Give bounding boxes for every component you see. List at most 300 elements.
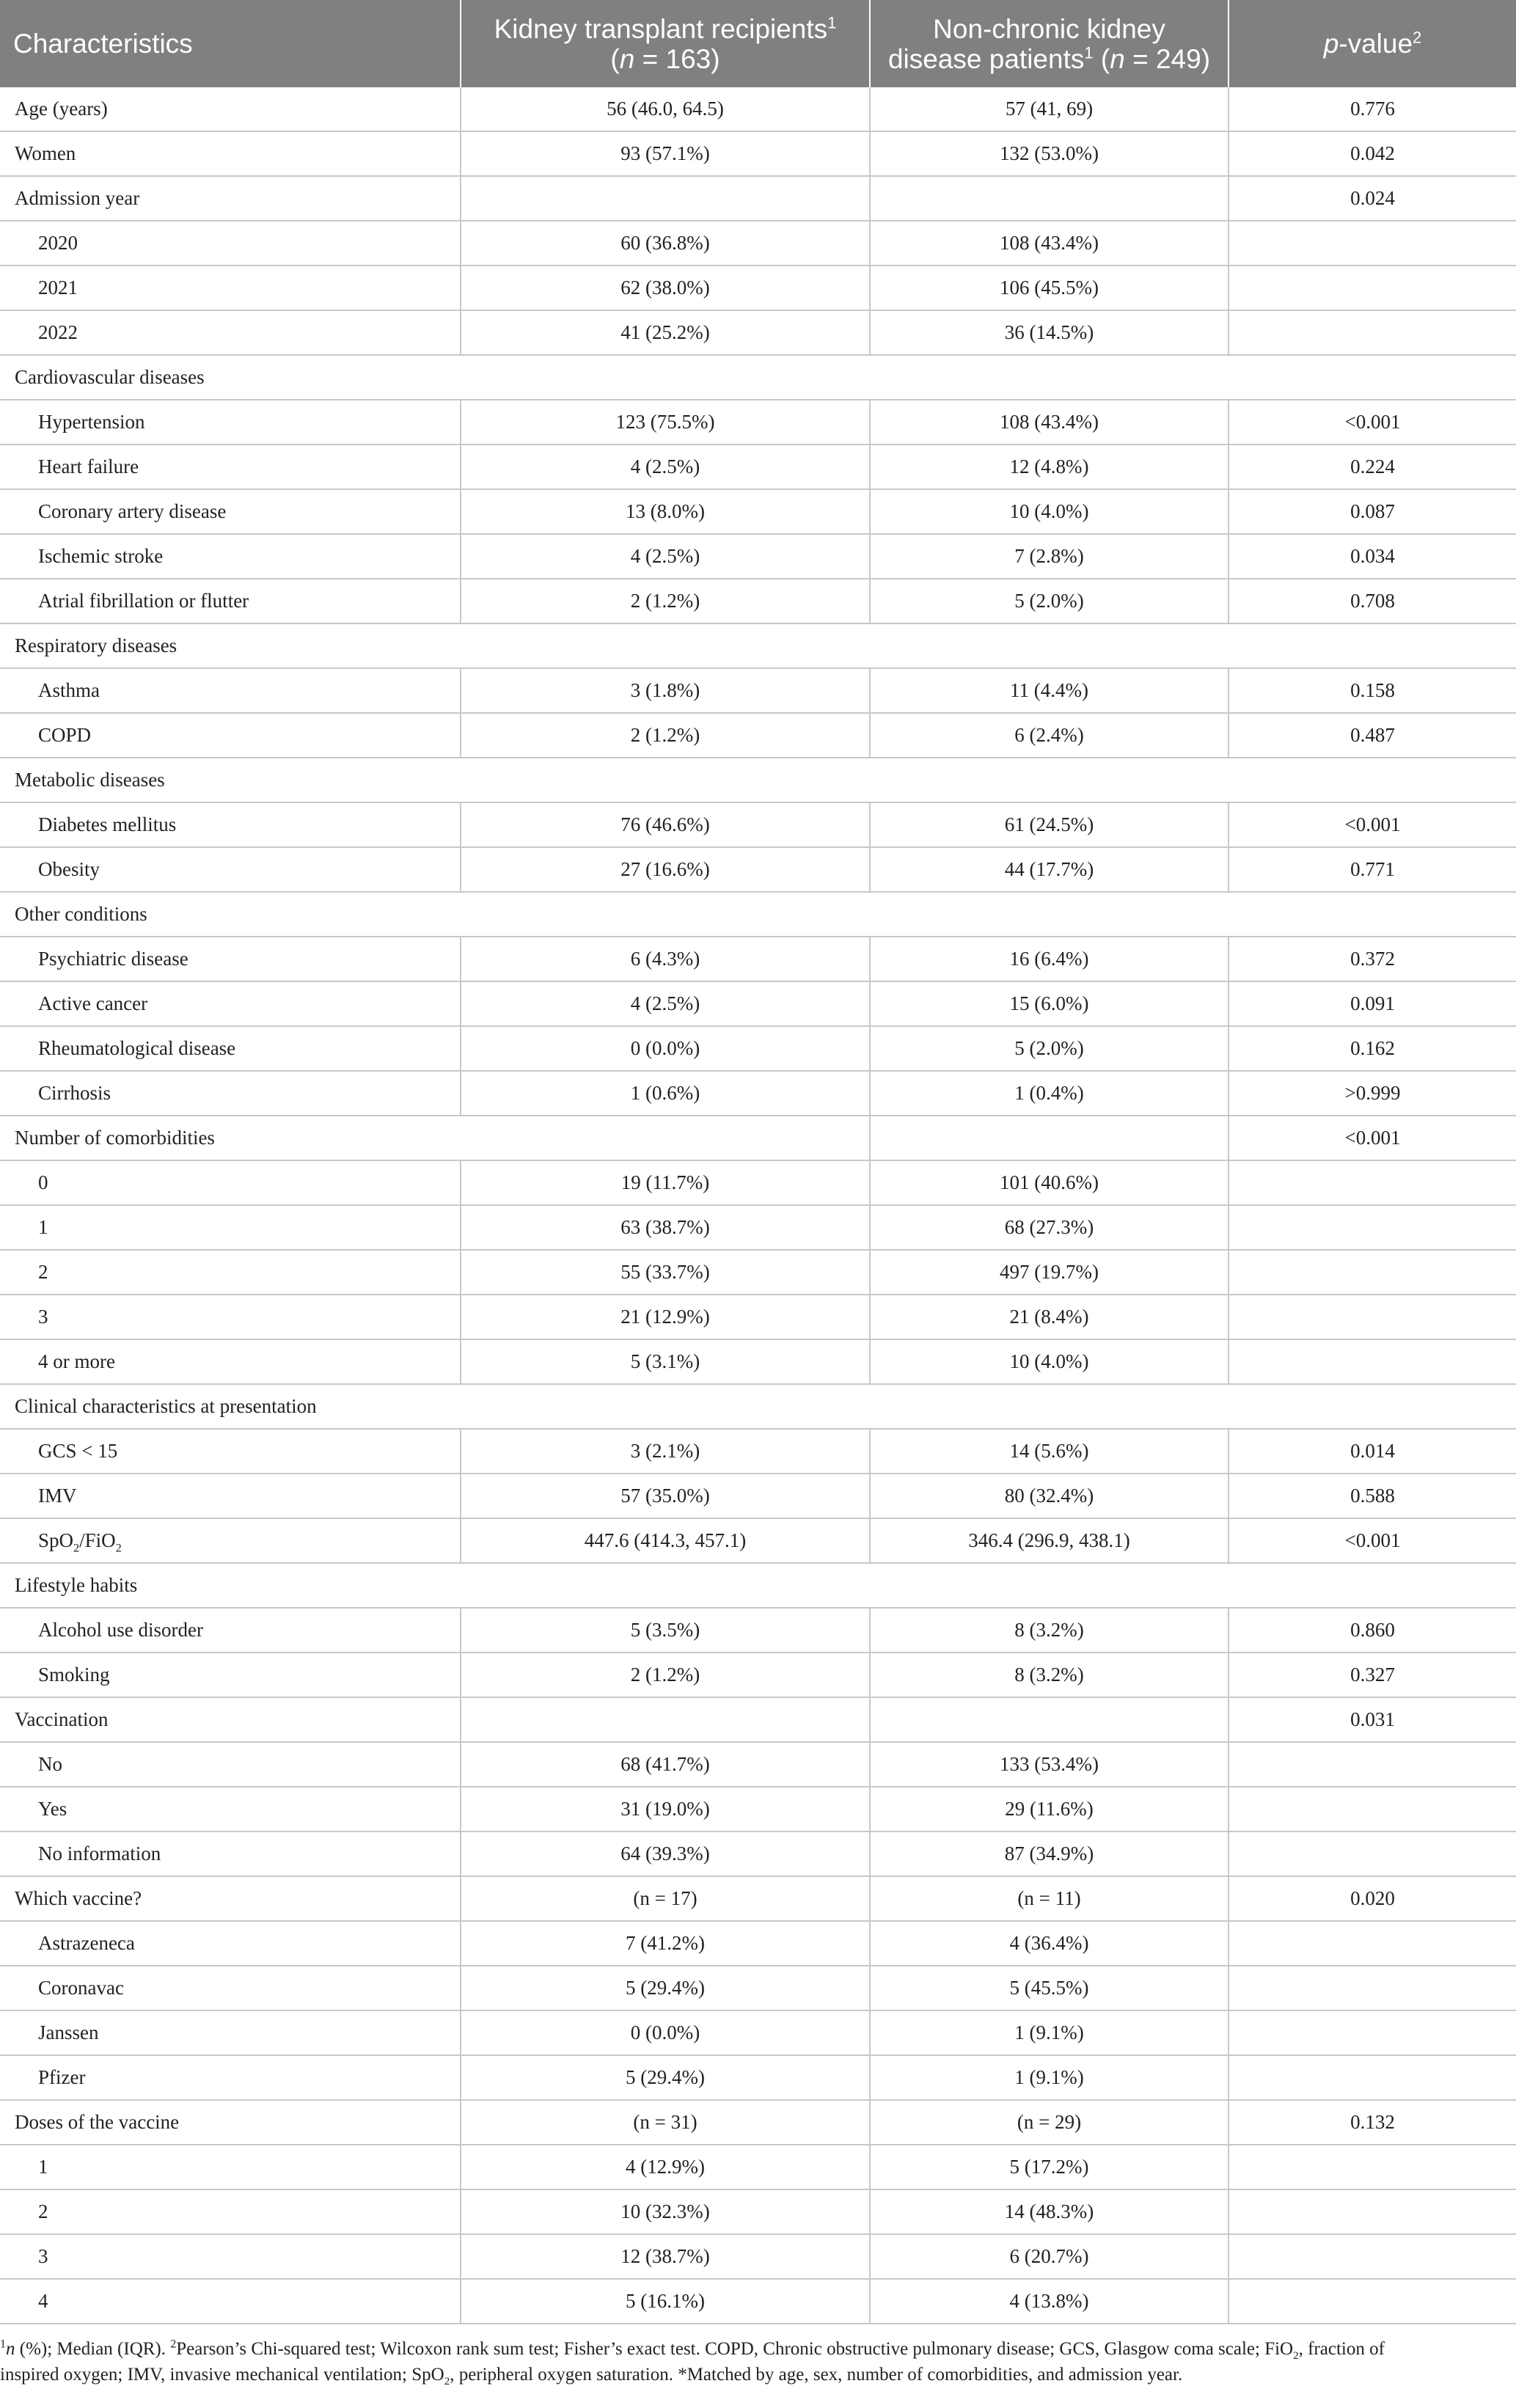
cell-kidney-transplant: 57 (35.0%) — [461, 1474, 870, 1518]
row-label-text: Coronary artery disease — [38, 500, 227, 522]
cell-kidney-transplant: 68 (41.7%) — [461, 1742, 870, 1787]
cell-kidney-transplant: 0 (0.0%) — [461, 1026, 870, 1071]
table-row — [0, 1071, 1516, 1116]
cell-non-ckd: 6 (2.4%) — [870, 713, 1228, 758]
cell-kidney-transplant: 19 (11.7%) — [461, 1160, 870, 1205]
cell-non-ckd: 4 (36.4%) — [870, 1921, 1228, 1966]
row-sublabel — [0, 489, 461, 534]
row-label-text: Yes — [38, 1798, 67, 1820]
cell-p-value: 0.091 — [1228, 981, 1516, 1026]
row-sublabel — [0, 1026, 461, 1071]
row-label-text: 1 — [38, 1216, 48, 1238]
row-label-text: 3 — [38, 1306, 48, 1328]
cell-p-value: 0.014 — [1228, 1429, 1516, 1474]
header-ktr-label: Kidney transplant recipients — [494, 13, 828, 44]
cell-p-value: 0.162 — [1228, 1026, 1516, 1071]
cell-non-ckd: 68 (27.3%) — [870, 1205, 1228, 1250]
row-label-text: 2 — [38, 1261, 48, 1283]
table-row — [0, 1742, 1516, 1787]
cell-kidney-transplant: 5 (16.1%) — [461, 2279, 870, 2324]
cell-non-ckd: 132 (53.0%) — [870, 131, 1228, 176]
table-row — [0, 2189, 1516, 2234]
cell-p-value: 0.158 — [1228, 668, 1516, 713]
table-row — [0, 176, 1516, 221]
row-label-text: Psychiatric disease — [38, 948, 188, 970]
row-label-text: Women — [15, 142, 76, 164]
header-non-ckd — [870, 0, 1228, 87]
table-row — [0, 1339, 1516, 1384]
table-row — [0, 623, 1516, 668]
cell-kidney-transplant: 4 (12.9%) — [461, 2145, 870, 2189]
cell-p-value — [1228, 1250, 1516, 1295]
row-label-text: 4 or more — [38, 1350, 115, 1372]
row-sublabel — [0, 2234, 461, 2279]
row-label — [0, 1876, 461, 1921]
cell-non-ckd: 8 (3.2%) — [870, 1653, 1228, 1697]
row-sublabel — [0, 1160, 461, 1205]
cell-kidney-transplant: 5 (3.5%) — [461, 1608, 870, 1653]
table-row — [0, 937, 1516, 981]
row-label-text: Metabolic diseases — [15, 769, 165, 791]
row-label — [0, 355, 1516, 400]
row-label-text: Heart failure — [38, 455, 139, 477]
cell-p-value: <0.001 — [1228, 400, 1516, 444]
cell-non-ckd — [870, 176, 1228, 221]
table-row — [0, 444, 1516, 489]
cell-p-value — [1228, 2145, 1516, 2189]
header-ktr-n-var: n — [619, 43, 635, 74]
cell-kidney-transplant: 6 (4.3%) — [461, 937, 870, 981]
table-row — [0, 2055, 1516, 2100]
table-row — [0, 1205, 1516, 1250]
table-row — [0, 1116, 1516, 1160]
cell-non-ckd: 1 (9.1%) — [870, 2055, 1228, 2100]
cell-p-value: 0.087 — [1228, 489, 1516, 534]
row-label-text: 3 — [38, 2245, 48, 2267]
footnote-line2-a: inspired oxygen; IMV, invasive mechanical ventilation; SpO — [0, 2365, 444, 2385]
cell-non-ckd: 21 (8.4%) — [870, 1295, 1228, 1339]
cell-p-value — [1228, 2279, 1516, 2324]
cell-p-value: <0.001 — [1228, 1116, 1516, 1160]
footnote-sub-b: 2 — [444, 2376, 450, 2387]
row-sublabel — [0, 1071, 461, 1116]
table-row — [0, 400, 1516, 444]
cell-kidney-transplant: 56 (46.0, 64.5) — [461, 87, 870, 131]
footnote-sub-a: 2 — [1293, 2350, 1299, 2362]
row-label-text: Ischemic stroke — [38, 545, 164, 567]
cell-non-ckd: 133 (53.4%) — [870, 1742, 1228, 1787]
cell-p-value — [1228, 1205, 1516, 1250]
table-row — [0, 1250, 1516, 1295]
footnote-line-1 — [0, 2336, 1496, 2362]
cell-kidney-transplant: 55 (33.7%) — [461, 1250, 870, 1295]
row-label-text: Smoking — [38, 1664, 110, 1686]
cell-kidney-transplant: 2 (1.2%) — [461, 579, 870, 623]
table-row — [0, 1384, 1516, 1429]
row-label-text: Janssen — [38, 2021, 99, 2043]
row-label-text: Active cancer — [38, 992, 148, 1014]
row-sublabel — [0, 1518, 461, 1563]
row-label — [0, 131, 461, 176]
table-row — [0, 1831, 1516, 1876]
row-label — [0, 892, 1516, 937]
table-header — [0, 0, 1516, 87]
row-label-text: Atrial fibrillation or flutter — [38, 590, 249, 612]
row-label-text: Alcohol use disorder — [38, 1619, 203, 1641]
table-row — [0, 579, 1516, 623]
cell-p-value: <0.001 — [1228, 1518, 1516, 1563]
cell-kidney-transplant: 31 (19.0%) — [461, 1787, 870, 1831]
table-row — [0, 981, 1516, 1026]
footnote-part-3: , fraction of — [1298, 2339, 1385, 2359]
row-sublabel — [0, 1921, 461, 1966]
row-sublabel — [0, 1250, 461, 1295]
row-sublabel — [0, 2189, 461, 2234]
row-sublabel — [0, 1831, 461, 1876]
cell-p-value: 0.034 — [1228, 534, 1516, 579]
cell-non-ckd: 10 (4.0%) — [870, 1339, 1228, 1384]
cell-kidney-transplant: 2 (1.2%) — [461, 1653, 870, 1697]
table-row — [0, 221, 1516, 266]
cell-non-ckd: 1 (9.1%) — [870, 2010, 1228, 2055]
cell-kidney-transplant: 5 (29.4%) — [461, 1966, 870, 2010]
cell-kidney-transplant: 64 (39.3%) — [461, 1831, 870, 1876]
row-sublabel — [0, 1429, 461, 1474]
cell-non-ckd: 5 (2.0%) — [870, 579, 1228, 623]
row-label-text: Number of comorbidities — [15, 1127, 215, 1149]
cell-p-value — [1228, 1160, 1516, 1205]
cell-non-ckd: 497 (19.7%) — [870, 1250, 1228, 1295]
row-label-text: Obesity — [38, 858, 100, 880]
cell-non-ckd: (n = 11) — [870, 1876, 1228, 1921]
row-sublabel — [0, 579, 461, 623]
row-label-text: GCS < 15 — [38, 1440, 118, 1462]
row-label-text: 1 — [38, 2156, 48, 2178]
cell-non-ckd: 16 (6.4%) — [870, 937, 1228, 981]
row-sublabel — [0, 310, 461, 355]
header-nckd-label-1: Non-chronic kidney — [933, 13, 1165, 44]
row-label-sub: 2 — [115, 1541, 122, 1555]
cell-p-value: 0.771 — [1228, 847, 1516, 892]
row-label-text: Clinical characteristics at presentation — [15, 1395, 317, 1417]
cell-kidney-transplant: 4 (2.5%) — [461, 444, 870, 489]
cell-p-value — [1228, 266, 1516, 310]
cell-kidney-transplant: 5 (29.4%) — [461, 2055, 870, 2100]
cell-kidney-transplant: 62 (38.0%) — [461, 266, 870, 310]
table-row — [0, 713, 1516, 758]
cell-kidney-transplant: 76 (46.6%) — [461, 802, 870, 847]
row-label-text: 0 — [38, 1171, 48, 1193]
row-sublabel — [0, 1653, 461, 1697]
row-sublabel — [0, 2279, 461, 2324]
cell-kidney-transplant: 0 (0.0%) — [461, 2010, 870, 2055]
table-row — [0, 87, 1516, 131]
table-row — [0, 1608, 1516, 1653]
header-nckd-n: = 249) — [1124, 43, 1211, 74]
header-ktr-n: = 163) — [634, 43, 720, 74]
table-row — [0, 355, 1516, 400]
cell-kidney-transplant — [461, 1697, 870, 1742]
row-sublabel — [0, 668, 461, 713]
cell-p-value — [1228, 2234, 1516, 2279]
table-row — [0, 1295, 1516, 1339]
header-characteristics-text: Characteristics — [13, 29, 193, 59]
row-label-text: Other conditions — [15, 903, 147, 925]
row-sublabel — [0, 1339, 461, 1384]
cell-non-ckd: 4 (13.8%) — [870, 2279, 1228, 2324]
header-nckd-paren: ( — [1093, 43, 1110, 74]
row-label-text: Which vaccine? — [15, 1887, 142, 1909]
cell-p-value — [1228, 2189, 1516, 2234]
cell-kidney-transplant: 41 (25.2%) — [461, 310, 870, 355]
cell-p-value: >0.999 — [1228, 1071, 1516, 1116]
cell-p-value — [1228, 221, 1516, 266]
cell-kidney-transplant: 10 (32.3%) — [461, 2189, 870, 2234]
cell-non-ckd: 7 (2.8%) — [870, 534, 1228, 579]
cell-non-ckd: 5 (45.5%) — [870, 1966, 1228, 2010]
cell-non-ckd: 101 (40.6%) — [870, 1160, 1228, 1205]
table-row — [0, 1787, 1516, 1831]
cell-p-value — [1228, 1921, 1516, 1966]
row-label-text: Vaccination — [15, 1708, 109, 1730]
cell-non-ckd: 8 (3.2%) — [870, 1608, 1228, 1653]
cell-kidney-transplant: 1 (0.6%) — [461, 1071, 870, 1116]
header-ktr-sup: 1 — [827, 13, 837, 32]
cell-p-value: 0.132 — [1228, 2100, 1516, 2145]
cell-non-ckd: 12 (4.8%) — [870, 444, 1228, 489]
cell-non-ckd — [870, 1116, 1228, 1160]
header-nckd-label-2: disease patients — [887, 43, 1085, 74]
row-label-text: COPD — [38, 724, 92, 746]
table-row — [0, 2234, 1516, 2279]
table-row — [0, 489, 1516, 534]
cell-non-ckd: 11 (4.4%) — [870, 668, 1228, 713]
cell-non-ckd: 10 (4.0%) — [870, 489, 1228, 534]
cell-non-ckd: 29 (11.6%) — [870, 1787, 1228, 1831]
table-row — [0, 2100, 1516, 2145]
row-label — [0, 1384, 1516, 1429]
cell-kidney-transplant: (n = 31) — [461, 2100, 870, 2145]
cell-kidney-transplant: 123 (75.5%) — [461, 400, 870, 444]
row-label-text: Respiratory diseases — [15, 634, 177, 656]
cell-p-value — [1228, 310, 1516, 355]
cell-non-ckd: 36 (14.5%) — [870, 310, 1228, 355]
table-row — [0, 1474, 1516, 1518]
row-sublabel — [0, 2145, 461, 2189]
row-label — [0, 87, 461, 131]
row-label-text: 2 — [38, 2200, 48, 2222]
cell-kidney-transplant: 60 (36.8%) — [461, 221, 870, 266]
table-row — [0, 1653, 1516, 1697]
row-sublabel — [0, 847, 461, 892]
footnote-line2-b: , peripheral oxygen saturation. *Matched by age, sex, number of comorbidities, and admission year. — [450, 2365, 1183, 2385]
table-row — [0, 847, 1516, 892]
row-label-text: Astrazeneca — [38, 1932, 135, 1954]
row-label — [0, 758, 1516, 802]
cell-non-ckd: 87 (34.9%) — [870, 1831, 1228, 1876]
table-row — [0, 131, 1516, 176]
header-nckd-sup: 1 — [1084, 43, 1094, 62]
cell-kidney-transplant: 2 (1.2%) — [461, 713, 870, 758]
cell-p-value: 0.372 — [1228, 937, 1516, 981]
row-sublabel — [0, 221, 461, 266]
row-label-sub: 2 — [73, 1541, 80, 1555]
row-label-text: Cirrhosis — [38, 1082, 111, 1104]
table-row — [0, 2010, 1516, 2055]
table-footnote — [0, 2324, 1511, 2387]
cell-non-ckd: 15 (6.0%) — [870, 981, 1228, 1026]
cell-kidney-transplant: 27 (16.6%) — [461, 847, 870, 892]
cell-p-value — [1228, 2055, 1516, 2100]
row-label — [0, 176, 461, 221]
table-row — [0, 1876, 1516, 1921]
cell-p-value — [1228, 1339, 1516, 1384]
cell-non-ckd: 5 (17.2%) — [870, 2145, 1228, 2189]
cell-p-value: 0.487 — [1228, 713, 1516, 758]
cell-kidney-transplant: 13 (8.0%) — [461, 489, 870, 534]
cell-kidney-transplant — [461, 176, 870, 221]
row-label-text: 4 — [38, 2290, 48, 2312]
table-row — [0, 266, 1516, 310]
row-sublabel — [0, 2055, 461, 2100]
cell-kidney-transplant: 5 (3.1%) — [461, 1339, 870, 1384]
row-label-text: IMV — [38, 1485, 77, 1507]
row-label-text: 2020 — [38, 232, 78, 254]
row-label-text: 2021 — [38, 277, 78, 299]
row-sublabel — [0, 1787, 461, 1831]
cell-kidney-transplant: 447.6 (414.3, 457.1) — [461, 1518, 870, 1563]
cell-non-ckd: 106 (45.5%) — [870, 266, 1228, 310]
table-row — [0, 892, 1516, 937]
row-label-text: Coronavac — [38, 1977, 124, 1999]
cell-p-value: 0.224 — [1228, 444, 1516, 489]
row-label — [0, 623, 1516, 668]
row-label-text: Admission year — [15, 187, 140, 209]
cell-kidney-transplant: (n = 17) — [461, 1876, 870, 1921]
header-characteristics — [0, 0, 461, 87]
table-row — [0, 1697, 1516, 1742]
table-row — [0, 1921, 1516, 1966]
cell-kidney-transplant: 63 (38.7%) — [461, 1205, 870, 1250]
table-row — [0, 310, 1516, 355]
row-label-text: Hypertension — [38, 411, 145, 433]
footnote-sup-1: 1 — [0, 2338, 6, 2351]
cell-p-value — [1228, 1295, 1516, 1339]
row-label-text: Rheumatological disease — [38, 1037, 236, 1059]
row-sublabel — [0, 1295, 461, 1339]
cell-p-value — [1228, 2010, 1516, 2055]
row-sublabel — [0, 981, 461, 1026]
cell-p-value: 0.708 — [1228, 579, 1516, 623]
row-label-mid: /FiO — [79, 1529, 116, 1551]
row-label-text: Age (years) — [15, 98, 108, 120]
row-sublabel — [0, 1608, 461, 1653]
cell-non-ckd: 57 (41, 69) — [870, 87, 1228, 131]
cell-p-value: 0.024 — [1228, 176, 1516, 221]
row-sublabel — [0, 444, 461, 489]
table-row — [0, 534, 1516, 579]
cell-non-ckd: (n = 29) — [870, 2100, 1228, 2145]
table-row — [0, 2279, 1516, 2324]
cell-kidney-transplant: 3 (2.1%) — [461, 1429, 870, 1474]
cell-kidney-transplant: 3 (1.8%) — [461, 668, 870, 713]
table-row — [0, 802, 1516, 847]
header-ktr-paren: ( — [610, 43, 620, 74]
header-row — [0, 0, 1516, 87]
cell-p-value: 0.860 — [1228, 1608, 1516, 1653]
cell-non-ckd: 5 (2.0%) — [870, 1026, 1228, 1071]
cell-kidney-transplant: 21 (12.9%) — [461, 1295, 870, 1339]
header-p-text: -value — [1339, 29, 1413, 59]
table-row — [0, 1026, 1516, 1071]
cell-p-value — [1228, 1966, 1516, 2010]
row-sublabel — [0, 937, 461, 981]
row-label-text: Lifestyle habits — [15, 1574, 138, 1596]
cell-p-value — [1228, 1831, 1516, 1876]
cell-kidney-transplant: 7 (41.2%) — [461, 1921, 870, 1966]
cell-kidney-transplant: 12 (38.7%) — [461, 2234, 870, 2279]
row-sublabel — [0, 266, 461, 310]
cell-p-value: 0.588 — [1228, 1474, 1516, 1518]
row-sublabel — [0, 1474, 461, 1518]
row-sublabel — [0, 1742, 461, 1787]
row-label-text: No — [38, 1753, 62, 1775]
cell-non-ckd — [870, 1697, 1228, 1742]
row-sublabel — [0, 713, 461, 758]
header-kidney-transplant — [461, 0, 870, 87]
row-label-text: Asthma — [38, 679, 100, 701]
table-row — [0, 1966, 1516, 2010]
cell-p-value: 0.042 — [1228, 131, 1516, 176]
row-sublabel — [0, 802, 461, 847]
cell-kidney-transplant: 4 (2.5%) — [461, 534, 870, 579]
row-sublabel — [0, 534, 461, 579]
cell-non-ckd: 44 (17.7%) — [870, 847, 1228, 892]
row-label-text: No information — [38, 1842, 161, 1864]
cell-p-value: 0.776 — [1228, 87, 1516, 131]
cell-non-ckd: 14 (5.6%) — [870, 1429, 1228, 1474]
footnote-sup-2: 2 — [170, 2338, 177, 2351]
table-row — [0, 1429, 1516, 1474]
row-sublabel — [0, 2010, 461, 2055]
cell-non-ckd: 108 (43.4%) — [870, 400, 1228, 444]
footnote-n-var: n — [6, 2339, 15, 2359]
cell-p-value — [1228, 1742, 1516, 1787]
table-row — [0, 1563, 1516, 1608]
row-label — [0, 1697, 461, 1742]
cell-non-ckd: 1 (0.4%) — [870, 1071, 1228, 1116]
cell-p-value — [1228, 1787, 1516, 1831]
cell-non-ckd: 6 (20.7%) — [870, 2234, 1228, 2279]
row-sublabel — [0, 1966, 461, 2010]
footnote-line-2 — [0, 2362, 1496, 2387]
header-p-var: p — [1323, 29, 1339, 59]
cell-p-value: 0.327 — [1228, 1653, 1516, 1697]
row-sublabel — [0, 1205, 461, 1250]
cell-p-value: 0.020 — [1228, 1876, 1516, 1921]
row-label — [0, 2100, 461, 2145]
row-label — [0, 1563, 1516, 1608]
footnote-part-2: Pearson’s Chi-squared test; Wilcoxon rank sum test; Fisher’s exact test. COPD, Chronic obstructive pulmonary disease; GCS, Glasgow coma scale; FiO — [176, 2339, 1294, 2359]
row-label-text: Diabetes mellitus — [38, 813, 177, 835]
table-body — [0, 87, 1516, 2324]
row-label-text: Doses of the vaccine — [15, 2111, 180, 2133]
cell-kidney-transplant: 4 (2.5%) — [461, 981, 870, 1026]
row-label-text: Cardiovascular diseases — [15, 366, 205, 388]
row-sublabel — [0, 400, 461, 444]
row-label-text: SpO — [38, 1529, 74, 1551]
footnote-part-1: (%); Median (IQR). — [15, 2339, 171, 2359]
